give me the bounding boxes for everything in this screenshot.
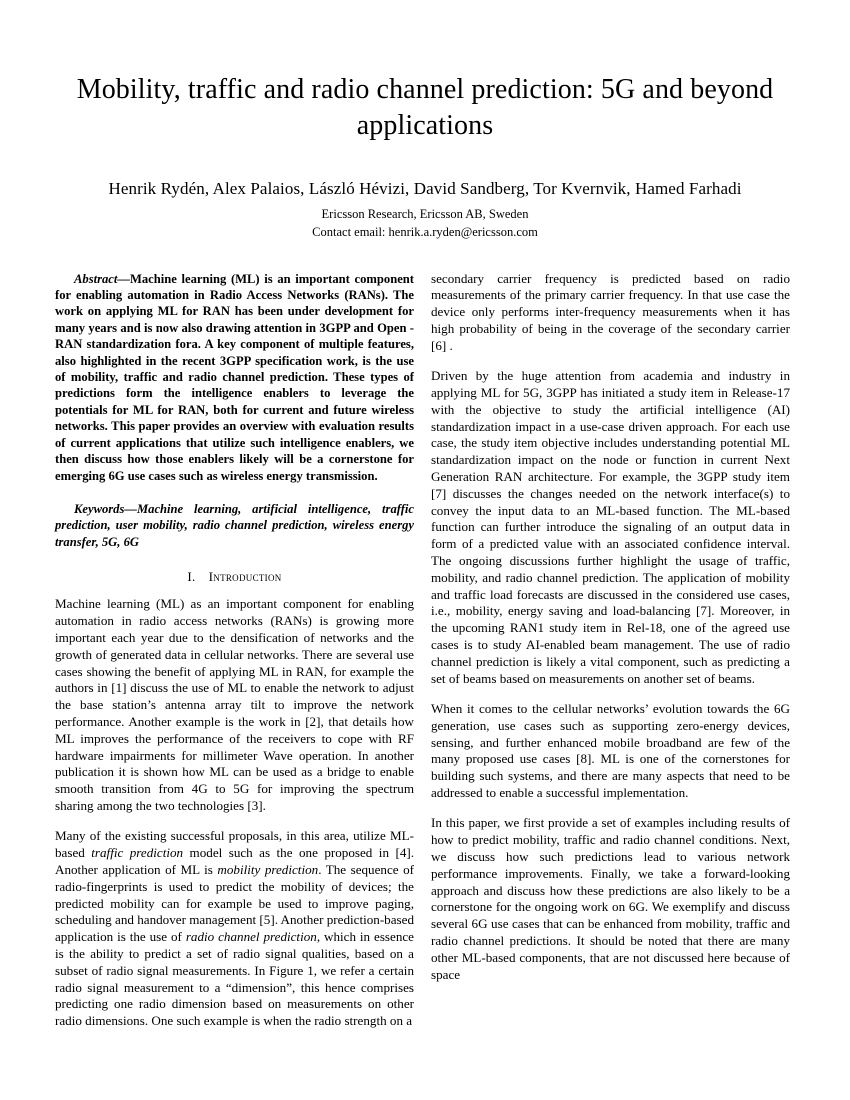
left-column-paragraphs xyxy=(55,596,414,1030)
paper-header xyxy=(0,0,850,241)
right-column xyxy=(431,271,790,984)
emphasis-term: radio channel prediction xyxy=(185,929,317,945)
abstract-paragraph xyxy=(55,271,414,484)
paragraph-intro-p1: Machine learning (ML) as an important component for enabling automation in radio access networks (RANs) is growing more important each year due to the densification of networks and the growth of generated data in cellular networks. There are several use cases showing the benefit of applying ML in RAN, for example the authors in [1] discuss the use of ML to enable the network to adjust the base station’s antenna array tilt to improve the network performance. Another example is the work in [2], that details how ML improves the performance of the receivers to cope with RF hardware impairments for millimeter Wave operation. In another publication it is shown how ML can be used as a bridge to enable smooth transition from 4G to 5G for improving the spectrum sharing among the two technologies [3]. xyxy=(55,596,414,813)
paragraph-right-p2: Driven by the huge attention from academia and industry in applying ML for 5G, 3GPP has initiated a study item in Release-17 with the objective to study the artificial intelligence (AI) standardization impact in a use-case driven approach. For each use case, the study item objective includes understanding potential ML standardization impact on the node or function in current Next Generation RAN architecture. For example, the 3GPP study item [7] discusses the changes needed on the network interface(s) to convey the input data to an ML-based function. The ML-based function can further introduce the signaling of an output data in form of a predicted value with an associated confidence interval. The ongoing discussions further highlight the usage of traffic, mobility, and radio channel prediction. The application of mobility and traffic load forecasts are discussed in the considered use cases, i.e., mobility, energy saving and load-balancing [7]. Moreover, in the upcoming RAN1 study item in Rel-18, one of the agreed use cases is to study AI-enabled beam management. The use of radio channel prediction is likely a vital component, such as predicting a set of beams based on measurements on another set of beams. xyxy=(431,368,790,686)
affiliation: Ericsson Research, Ericsson AB, Sweden xyxy=(321,206,529,221)
paragraph-right-p1: secondary carrier frequency is predicted based on radio measurements of the primary carrier frequency. In that use case the device only performs inter-frequency measurements when it has high probability of being in the coverage of the secondary carrier [6] . xyxy=(431,270,790,353)
paragraph-right-p3: When it comes to the cellular networks’ evolution towards the 6G generation, use cases such as supporting zero-energy devices, sensing, and further enhanced mobile broadband are few of the many proposed use cases [8]. ML is one of the cornerstones for building such systems, and there are many aspects that need to be addressed to enable a successful implementation. xyxy=(431,701,790,801)
keywords-label: Keywords— xyxy=(74,501,137,516)
section-heading-introduction xyxy=(55,569,414,585)
keywords-paragraph xyxy=(55,501,414,550)
page-title: Mobility, traffic and radio channel prediction: 5G and beyond applications xyxy=(76,74,774,141)
abstract-text: Machine learning (ML) is an important component for enabling automation in Radio Access Networks (RANs). The work on applying ML for RAN has been under development for many years and is now also drawing attention in 3GPP and Open -RAN standardization fora. A key component of multiple features, also highlighted in the recent 3GPP specification work, is the use of mobility, traffic and radio channel prediction. These types of predictions form the intelligence enablers to leverage the potentials for ML for RAN, both for current and future wireless networks. This paper provides an overview with evaluation results of current applications that utilize such intelligence enablers, we then discuss how those enablers likely will be a cornerstone for emerging 6G use cases such as wireless energy transmission. xyxy=(55,271,414,483)
contact-email: Contact email: henrik.a.ryden@ericsson.com xyxy=(312,224,538,239)
emphasis-term: traffic prediction xyxy=(91,845,184,861)
paragraph-intro-p2: Many of the existing successful proposals, in this area, utilize ML-based traffic prediction model such as the one proposed in [4]. Another application of ML is mobility prediction. The sequence of radio-fingerprints is used to predict the mobility of devices; the predicted mobility can for example be used to improve paging, scheduling and handover management [5]. Another prediction-based application is the use of radio channel prediction, which in essence is the ability to predict a set of radio signal qualities, based on a subset of radio signal measurements. In Figure 1, we refer a certain radio signal measurement to a “dimension”, this hence comprises predicting one radio dimension based on measurements on other radio dimensions. One such example is when the radio strength on a xyxy=(55,828,414,1029)
emphasis-term: mobility prediction xyxy=(217,861,319,877)
paragraph-right-p4: In this paper, we first provide a set of examples including results of how to predict mobility, traffic and radio channel conditions. Next, we discuss how such predictions lead to various network performance improvements. Finally, we take a forward-looking approach and discuss how these predictions are also likely to be a cornerstone for the ongoing work on 6G. We exemplify and discuss several 6G use cases that can be enhanced from mobility, traffic and radio channel predictions. It should be noted that there are many other ML-based components, that are not discussed here because of space xyxy=(431,815,790,982)
section-title: Introduction xyxy=(208,569,282,585)
body-columns xyxy=(0,271,850,1031)
abstract-label: Abstract— xyxy=(74,271,130,286)
keywords-text: Machine learning, artificial intelligence, traffic prediction, user mobility, radio channel prediction, wireless energy transfer, 5G, 6G xyxy=(55,501,414,549)
left-column xyxy=(55,271,414,1031)
author-list: Henrik Rydén, Alex Palaios, László Hévizi, David Sandberg, Tor Kvernvik, Hamed Farhadi xyxy=(108,178,742,198)
right-column-paragraphs xyxy=(431,271,790,984)
section-numeral: I. xyxy=(187,569,196,585)
